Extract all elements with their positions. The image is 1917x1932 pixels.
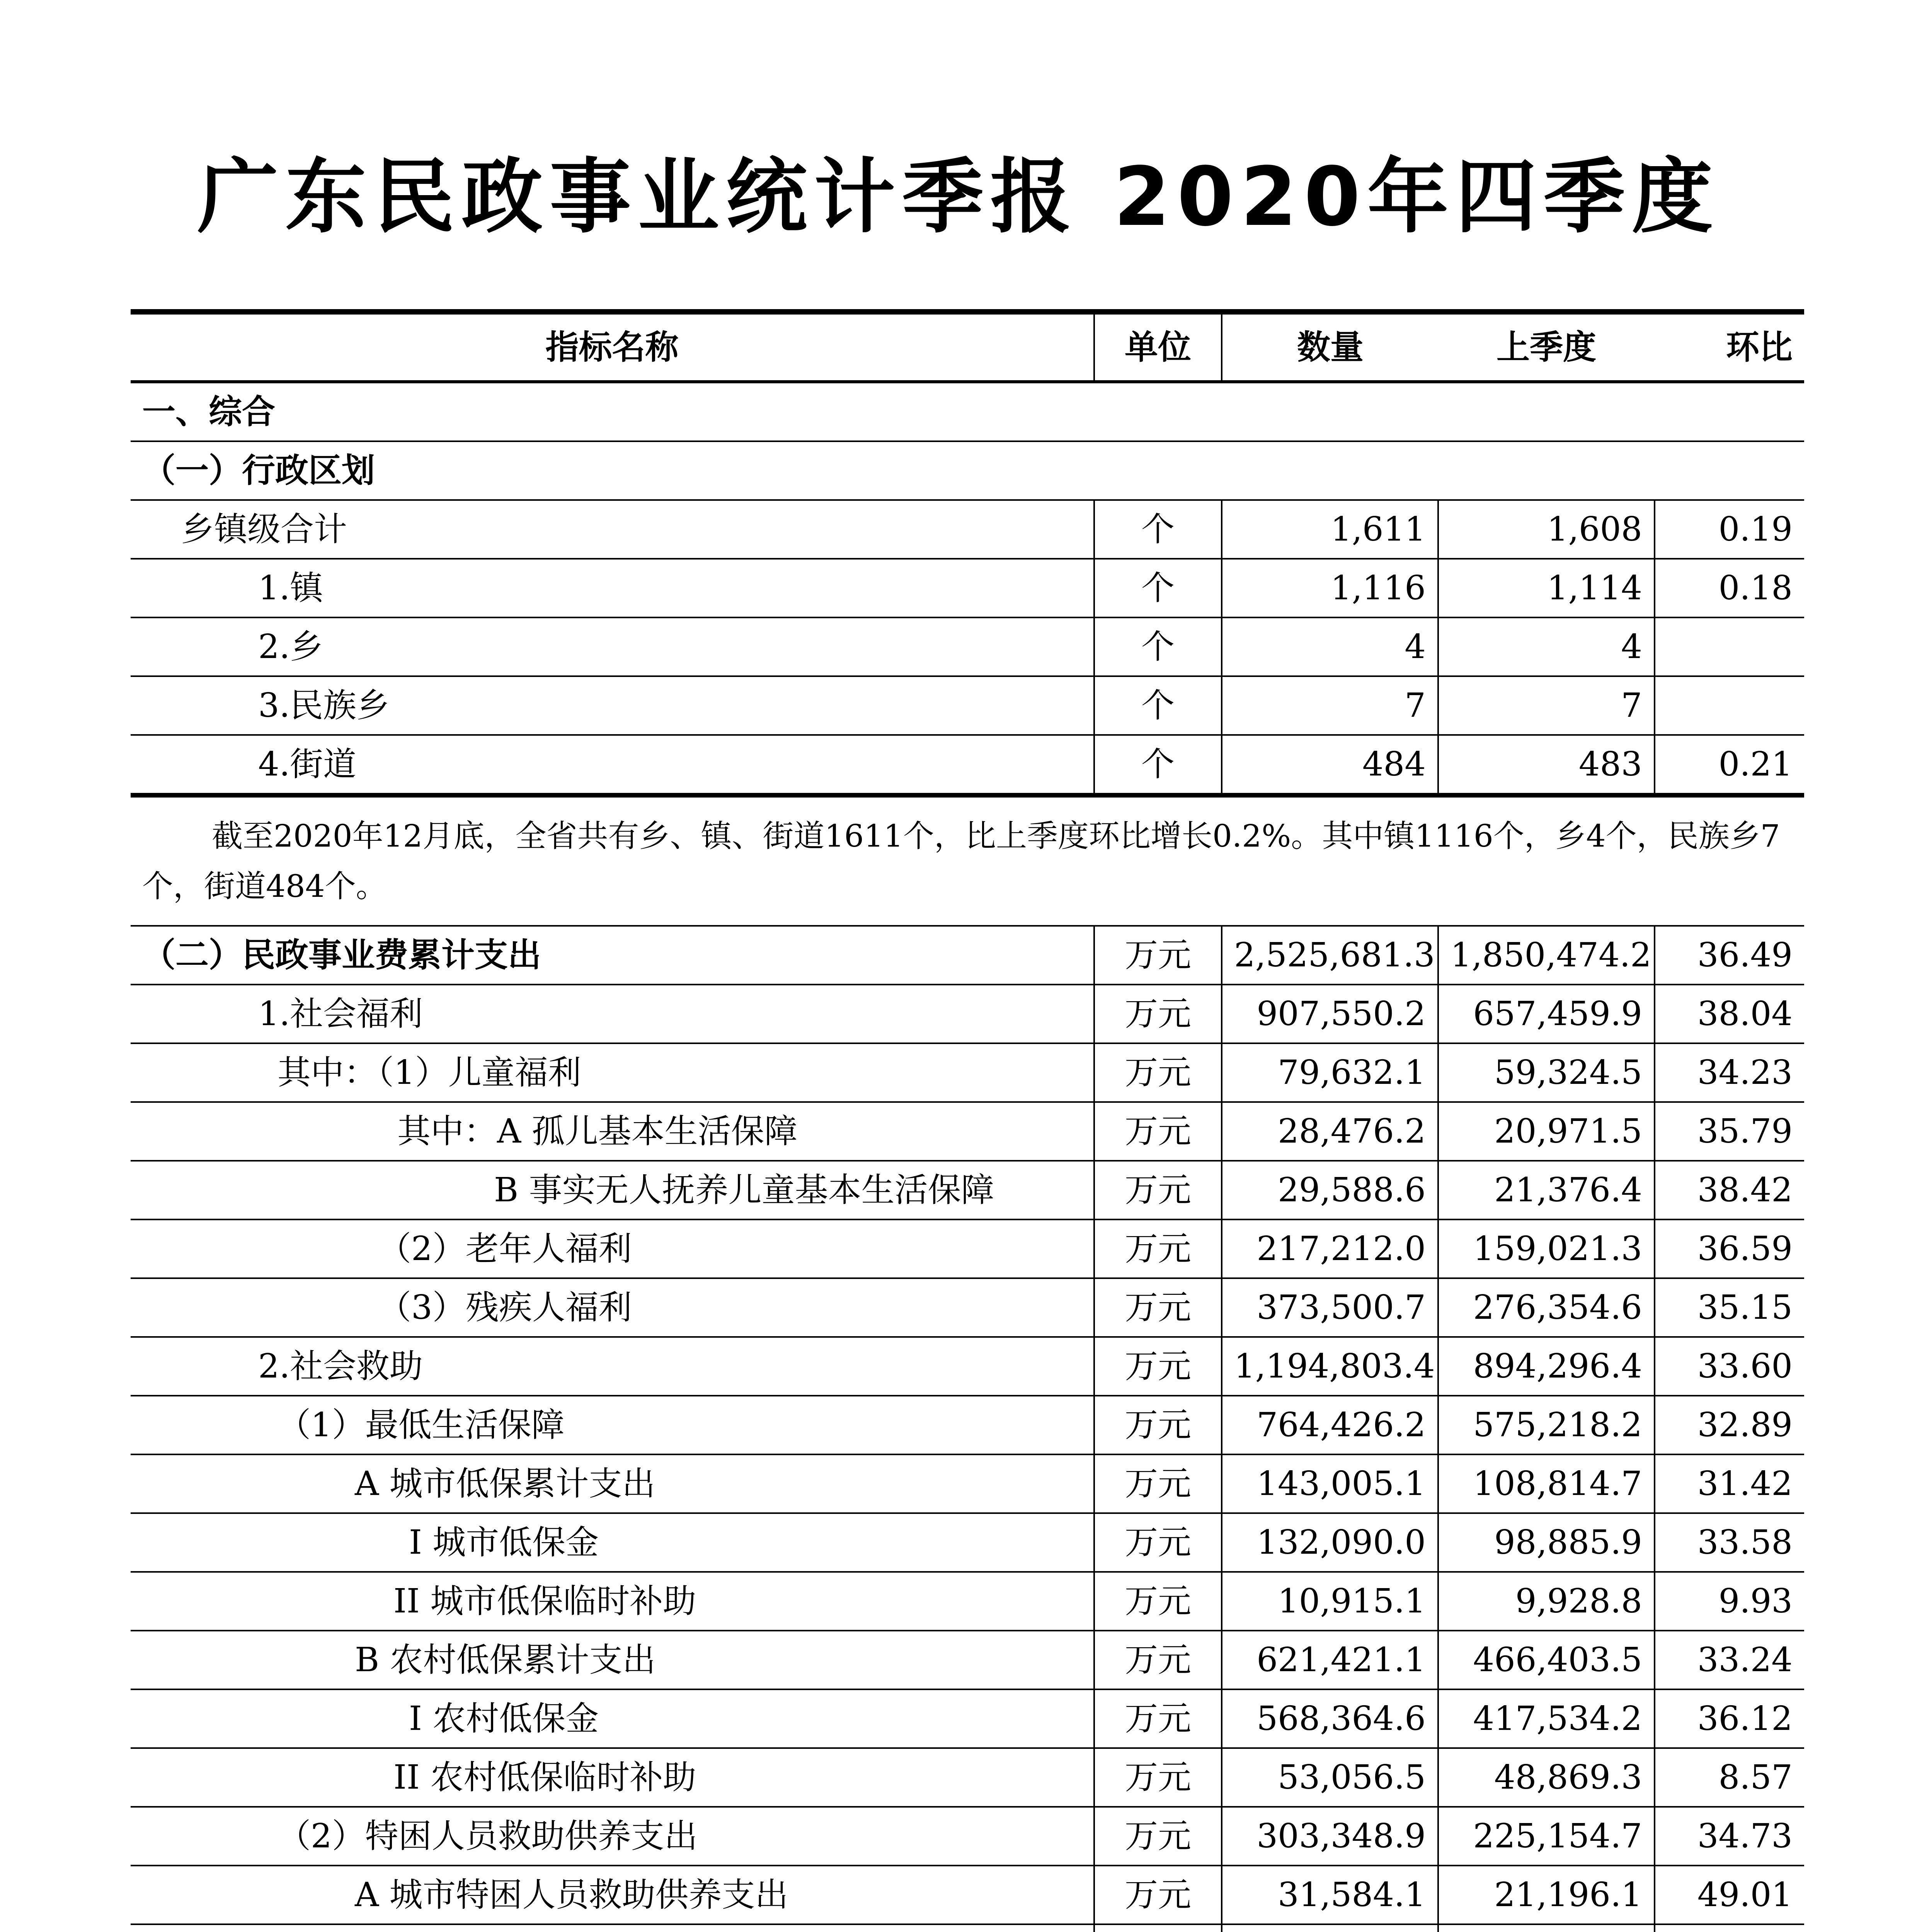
row-unit: 个 (1094, 676, 1222, 735)
row-value: 7 (1222, 676, 1438, 735)
row-value: 217,212.0 (1222, 1219, 1438, 1278)
row-value: 1,116 (1222, 559, 1438, 617)
row-prev: 7 (1438, 676, 1655, 735)
row-value: 764,426.2 (1222, 1396, 1438, 1454)
row-ratio (1655, 1924, 1804, 1932)
row-unit: 个 (1094, 735, 1222, 795)
summary-note: 截至2020年12月底，全省共有乡、镇、街道1611个，比上季度环比增长0.2%。其中镇1116个，乡4个，民族乡7个，街道484个。 (131, 795, 1804, 926)
row-prev: 21,196.1 (1438, 1866, 1655, 1924)
row-unit: 万元 (1094, 1748, 1222, 1807)
row-prev: 108,814.7 (1438, 1454, 1655, 1513)
table-row (131, 617, 1804, 676)
table-row (131, 1924, 1804, 1932)
row-ratio: 32.89 (1655, 1396, 1804, 1454)
table-row (131, 1043, 1804, 1102)
row-prev: 9,928.8 (1438, 1572, 1655, 1631)
row-name: I 农村低保金 (131, 1689, 1094, 1748)
section-row (131, 441, 1804, 500)
section-admin-division: （一）行政区划 (131, 441, 1804, 500)
table-row (131, 559, 1804, 617)
row-prev: 575,218.2 (1438, 1396, 1655, 1454)
row-ratio: 36.59 (1655, 1219, 1804, 1278)
row-ratio (1655, 676, 1804, 735)
row-unit: 万元 (1094, 1866, 1222, 1924)
row-value: 1,611 (1222, 500, 1438, 559)
row-name: A 城市低保累计支出 (131, 1454, 1094, 1513)
row-value: 303,348.9 (1222, 1807, 1438, 1866)
row-name: B 农村低保累计支出 (131, 1631, 1094, 1689)
row-ratio: 36.12 (1655, 1689, 1804, 1748)
row-ratio: 36.49 (1655, 926, 1804, 985)
row-prev: 21,376.4 (1438, 1161, 1655, 1219)
header-prev: 上季度 (1438, 312, 1655, 382)
row-prev: 59,324.5 (1438, 1043, 1655, 1102)
row-prev: 98,885.9 (1438, 1513, 1655, 1572)
table-row (131, 1337, 1804, 1396)
row-unit: 万元 (1094, 1807, 1222, 1866)
row-ratio: 35.15 (1655, 1278, 1804, 1337)
header-ratio: 环比 (1655, 312, 1804, 382)
row-ratio: 33.60 (1655, 1337, 1804, 1396)
table-row (131, 1219, 1804, 1278)
row-ratio: 33.58 (1655, 1513, 1804, 1572)
row-name: 其中：（1）儿童福利 (131, 1043, 1094, 1102)
row-ratio: 33.24 (1655, 1631, 1804, 1689)
row-ratio: 0.21 (1655, 735, 1804, 795)
page-title: 广东民政事业统计季报 2020年四季度 (197, 150, 1720, 244)
table-row (131, 1102, 1804, 1161)
table-row (131, 1513, 1804, 1572)
row-ratio: 38.04 (1655, 985, 1804, 1043)
row-name: （1）最低生活保障 (131, 1396, 1094, 1454)
row-value: 373,500.7 (1222, 1278, 1438, 1337)
row-ratio: 0.18 (1655, 559, 1804, 617)
table-row (131, 1866, 1804, 1924)
row-unit: 万元 (1094, 1043, 1222, 1102)
row-prev: 48,869.3 (1438, 1748, 1655, 1807)
row-prev: 483 (1438, 735, 1655, 795)
row-value: 484 (1222, 735, 1438, 795)
row-name: 1.社会福利 (131, 985, 1094, 1043)
table-row (131, 1689, 1804, 1748)
row-prev: 657,459.9 (1438, 985, 1655, 1043)
row-value: 2,525,681.3 (1222, 926, 1438, 985)
row-value: 31,584.1 (1222, 1866, 1438, 1924)
header-value: 数量 (1222, 312, 1438, 382)
row-value: 621,421.1 (1222, 1631, 1438, 1689)
row-prev: 276,354.6 (1438, 1278, 1655, 1337)
row-unit: 万元 (1094, 1161, 1222, 1219)
row-name: （2）老年人福利 (131, 1219, 1094, 1278)
row-prev: 225,154.7 (1438, 1807, 1655, 1866)
table-row (131, 1631, 1804, 1689)
table-row (131, 676, 1804, 735)
row-unit: 个 (1094, 559, 1222, 617)
row-value: 907,550.2 (1222, 985, 1438, 1043)
row-value: 1,194,803.4 (1222, 1337, 1438, 1396)
row-unit: 万元 (1094, 1631, 1222, 1689)
row-value: 132,090.0 (1222, 1513, 1438, 1572)
table-row (131, 926, 1804, 985)
row-prev: 1,608 (1438, 500, 1655, 559)
row-value: 568,364.6 (1222, 1689, 1438, 1748)
row-prev: 417,534.2 (1438, 1689, 1655, 1748)
row-unit: 万元 (1094, 1454, 1222, 1513)
row-name: 2.社会救助 (131, 1337, 1094, 1396)
row-prev (1438, 1924, 1655, 1932)
row-ratio: 34.73 (1655, 1807, 1804, 1866)
row-unit: 万元 (1094, 1102, 1222, 1161)
row-name: （2）特困人员救助供养支出 (131, 1807, 1094, 1866)
row-ratio: 49.01 (1655, 1866, 1804, 1924)
row-unit (1094, 1924, 1222, 1932)
row-unit: 万元 (1094, 1337, 1222, 1396)
header-name: 指标名称 (131, 312, 1094, 382)
row-prev: 466,403.5 (1438, 1631, 1655, 1689)
row-unit: 万元 (1094, 1513, 1222, 1572)
row-name: II 农村低保临时补助 (131, 1748, 1094, 1807)
row-ratio: 34.23 (1655, 1043, 1804, 1102)
row-name: A 城市特困人员救助供养支出 (131, 1866, 1094, 1924)
row-name: 4.街道 (131, 735, 1094, 795)
table-row (131, 1807, 1804, 1866)
row-prev: 20,971.5 (1438, 1102, 1655, 1161)
row-unit: 万元 (1094, 1572, 1222, 1631)
row-value: 29,588.6 (1222, 1161, 1438, 1219)
row-unit: 万元 (1094, 985, 1222, 1043)
table-row (131, 985, 1804, 1043)
row-value: 4 (1222, 617, 1438, 676)
row-name: 3.民族乡 (131, 676, 1094, 735)
note-row (131, 795, 1804, 926)
row-unit: 万元 (1094, 1278, 1222, 1337)
row-unit: 万元 (1094, 926, 1222, 985)
row-unit: 万元 (1094, 1396, 1222, 1454)
row-name: 其中：A 孤儿基本生活保障 (131, 1102, 1094, 1161)
row-name: （二）民政事业费累计支出 (131, 926, 1094, 985)
row-unit: 万元 (1094, 1689, 1222, 1748)
table-header-row (131, 312, 1804, 382)
table-row (131, 500, 1804, 559)
row-name: II 城市低保临时补助 (131, 1572, 1094, 1631)
header-unit: 单位 (1094, 312, 1222, 382)
row-prev: 159,021.3 (1438, 1219, 1655, 1278)
row-value: 53,056.5 (1222, 1748, 1438, 1807)
row-ratio: 0.19 (1655, 500, 1804, 559)
row-value: 143,005.1 (1222, 1454, 1438, 1513)
row-name (131, 1924, 1094, 1932)
table-row (131, 735, 1804, 795)
table-row (131, 1572, 1804, 1631)
statistics-table (131, 309, 1804, 1932)
table-row (131, 1748, 1804, 1807)
row-prev: 1,850,474.2 (1438, 926, 1655, 985)
table-row (131, 1161, 1804, 1219)
row-name: 1.镇 (131, 559, 1094, 617)
section-comprehensive: 一、综合 (131, 382, 1804, 441)
row-value (1222, 1924, 1438, 1932)
row-prev: 4 (1438, 617, 1655, 676)
row-unit: 万元 (1094, 1219, 1222, 1278)
section-row (131, 382, 1804, 441)
row-ratio: 9.93 (1655, 1572, 1804, 1631)
row-ratio: 8.57 (1655, 1748, 1804, 1807)
row-ratio: 31.42 (1655, 1454, 1804, 1513)
row-prev: 894,296.4 (1438, 1337, 1655, 1396)
row-name: （3）残疾人福利 (131, 1278, 1094, 1337)
row-ratio: 35.79 (1655, 1102, 1804, 1161)
row-value: 28,476.2 (1222, 1102, 1438, 1161)
row-unit: 个 (1094, 500, 1222, 559)
table-row (131, 1396, 1804, 1454)
row-value: 10,915.1 (1222, 1572, 1438, 1631)
row-prev: 1,114 (1438, 559, 1655, 617)
row-name: I 城市低保金 (131, 1513, 1094, 1572)
table-row (131, 1278, 1804, 1337)
row-value: 79,632.1 (1222, 1043, 1438, 1102)
row-ratio: 38.42 (1655, 1161, 1804, 1219)
row-name: B 事实无人抚养儿童基本生活保障 (131, 1161, 1094, 1219)
row-ratio (1655, 617, 1804, 676)
table-row (131, 1454, 1804, 1513)
row-name: 2.乡 (131, 617, 1094, 676)
row-unit: 个 (1094, 617, 1222, 676)
row-name: 乡镇级合计 (131, 500, 1094, 559)
